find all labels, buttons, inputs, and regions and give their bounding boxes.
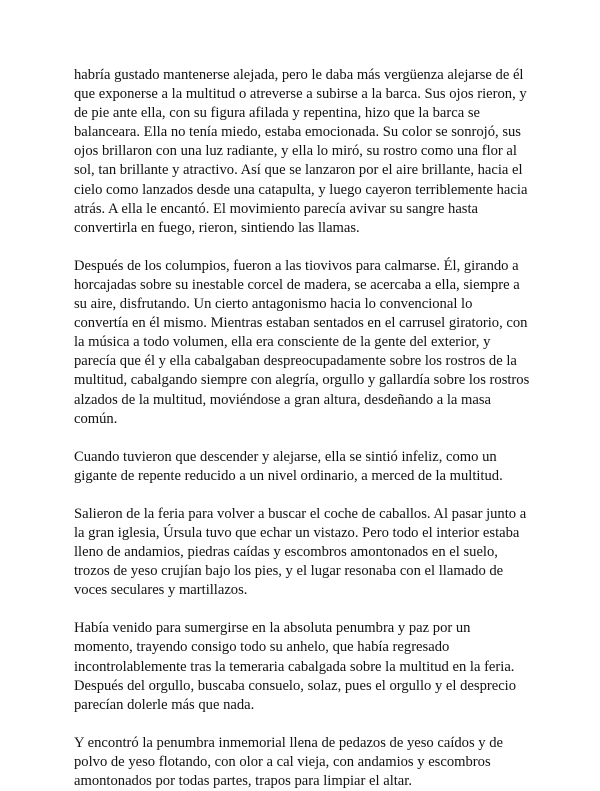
document-page [74, 66, 530, 791]
paragraph-1: habría gustado mantenerse alejada, pero le daba más vergüenza alejarse de él que exponerse a la multitud o atreverse a subirse a la barca. Sus ojos rieron, y de pie ante ella, con su figura afilada y repentina, hizo que la barca se balanceara. Ella no tenía miedo, estaba emocionada. Su color se sonrojó, sus ojos brillaron con una luz radiante, y ella lo miró, su rostro como una flor al sol, tan brillante y atractivo. Así que se lanzaron por el aire brillante, hacia el cielo como lanzados desde una catapulta, y luego cayeron terriblemente hacia atrás. A ella le encantó. El movimiento parecía avivar su sangre hasta convertirla en fuego, rieron, sintiendo las llamas. [74, 67, 528, 236]
paragraph-6: Y encontró la penumbra inmemorial llena de pedazos de yeso caídos y de polvo de yeso flotando, con olor a cal vieja, con andamios y escombros amontonados por todas partes, trapos para limpiar el altar. [74, 734, 504, 789]
paragraph-2: Después de los columpios, fueron a las tiovivos para calmarse. Él, girando a horcajadas sobre su inestable corcel de madera, se acercaba a ella, siempre a su aire, disfrutando. Un cierto antagonismo hacia lo convencional lo convertía en él mismo. Mientras estaban sentados en el carrusel giratorio, con la música a todo volumen, ella era consciente de la gente del exterior, y parecía que él y ella cabalgaban despreocupadamente sobre los rostros de la multitud, cabalgando siempre con alegría, orgullo y gallardía sobre los rostros alzados de la multitud, moviéndose a gran altura, desdeñando a la masa común. [74, 257, 530, 427]
paragraph-3: Cuando tuvieron que descender y alejarse, ella se sintió infeliz, como un gigante de repente reducido a un nivel ordinario, a merced de la multitud. [74, 448, 503, 484]
paragraph-4: Salieron de la feria para volver a buscar el coche de caballos. Al pasar junto a la gran iglesia, Úrsula tuvo que echar un vistazo. Pero todo el interior estaba lleno de andamios, piedras caídas y escombros amontonados en el suelo, trozos de yeso crujían bajo los pies, y el lugar resonaba con el llamado de voces seculares y martillazos. [74, 505, 527, 599]
paragraph-5: Había venido para sumergirse en la absoluta penumbra y paz por un momento, trayendo consigo todo su anhelo, que había regresado incontrolablemente tras la temeraria cabalgada sobre la multitud en la feria. Después del orgullo, buscaba consuelo, solaz, pues el orgullo y el desprecio parecían dolerle más que nada. [74, 620, 517, 713]
